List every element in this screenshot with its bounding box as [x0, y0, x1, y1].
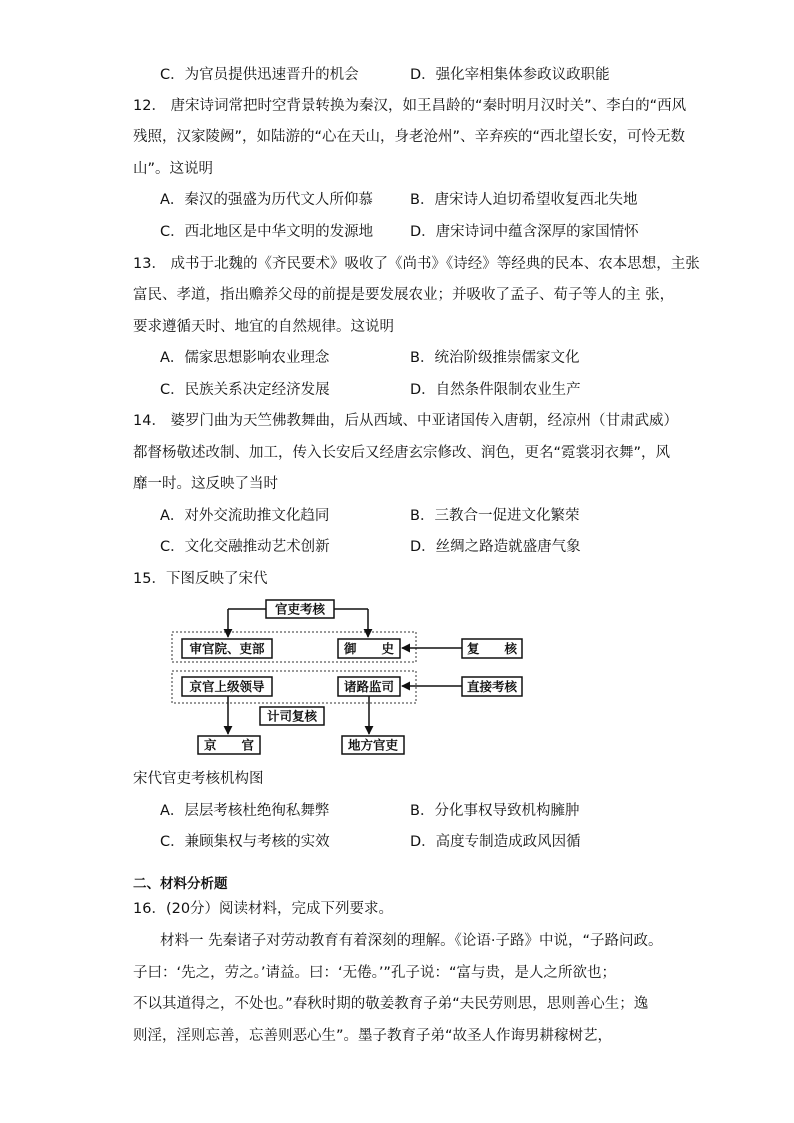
q15-option-a: A．层层考核杜绝徇私舞弊 — [160, 803, 330, 819]
q13-option-c: C．民族关系决定经济发展 — [160, 382, 330, 398]
box-jingguan-leader-label: 京官上级领导 — [189, 679, 265, 694]
box-zhijie-label: 直接考核 — [466, 679, 518, 694]
box-shenguan-label: 审官院、吏部 — [189, 641, 265, 656]
q15-stem: 15．下图反映了宋代 — [133, 571, 268, 587]
q15-option-d: D．高度专制造成政风因循 — [410, 834, 581, 850]
q14-stem-line-1: 14． 婆罗门曲为天竺佛教舞曲，后从西域、中亚诸国传入唐朝，经凉州（甘肃武威） — [133, 413, 679, 429]
q14-option-c: C．文化交融推动艺术创新 — [160, 539, 330, 555]
q13-option-a: A．儒家思想影响农业理念 — [160, 350, 330, 366]
q15-option-c: C．兼顾集权与考核的实效 — [160, 834, 330, 850]
box-fuhe-label: 复 核 — [466, 641, 518, 656]
q12-stem-line-1: 12． 唐宋诗词常把时空背景转换为秦汉，如王昌龄的“秦时明月汉时关”、李白的“西风 — [133, 98, 687, 114]
box-official-assessment-label: 官吏考核 — [274, 601, 326, 617]
material-1-line-1: 材料一 先秦诸子对劳动教育有着深刻的理解。《论语·子路》中说，“子路问政。 — [160, 933, 663, 949]
q14-option-b: B．三教合一促进文化繁荣 — [410, 508, 580, 524]
q15-diagram-caption: 宋代官吏考核机构图 — [133, 771, 264, 787]
material-1-line-3: 不以其道得之，不处也。”春秋时期的敬姜教育子弟“夫民劳则思，思则善心生；逸 — [133, 996, 649, 1012]
q11-option-c: C．为官员提供迅速晋升的机会 — [160, 67, 359, 83]
q13-stem-line-1: 13． 成书于北魏的《齐民要术》吸收了《尚书》《诗经》等经典的民本、农本思想，主张 — [133, 256, 700, 272]
q13-stem-line-2: 富民、孝道，指出赡养父母的前提是要发展农业；并吸收了孟子、荀子等人的主 张， — [133, 287, 675, 303]
box-jisi-label: 计司复核 — [266, 708, 318, 724]
box-difang-label: 地方官吏 — [347, 737, 399, 753]
q14-stem-line-2: 都督杨敬述改制、加工，传入长安后又经唐玄宗修改、润色，更名“霓裳羽衣舞”，风 — [133, 445, 671, 461]
q13-option-d: D．自然条件限制农业生产 — [410, 382, 581, 398]
section-2-heading: 二、材料分析题 — [133, 876, 228, 892]
box-jingguan-label: 京 官 — [203, 737, 255, 753]
q14-option-d: D．丝绸之路造就盛唐气象 — [410, 539, 581, 555]
material-1-line-4: 则淫，淫则忘善，忘善则恶心生”。墨子教育子弟“故圣人作诲男耕稼树艺， — [133, 1028, 613, 1044]
q14-option-a: A．对外交流助推文化趋同 — [160, 508, 330, 524]
q13-stem-line-3: 要求遵循天时、地宜的自然规律。这说明 — [133, 319, 394, 335]
song-official-assessment-diagram — [170, 598, 530, 756]
q13-option-b: B．统治阶级推崇儒家文化 — [410, 350, 580, 366]
q12-option-c: C．西北地区是中华文明的发源地 — [160, 224, 374, 240]
q12-option-b: B．唐宋诗人迫切希望收复西北失地 — [410, 192, 638, 208]
q14-stem-line-3: 靡一时。这反映了当时 — [133, 476, 278, 492]
q16-stem: 16．(20分）阅读材料，完成下列要求。 — [133, 901, 394, 917]
q12-option-a: A．秦汉的强盛为历代文人所仰慕 — [160, 192, 373, 208]
box-yushi-label: 御 史 — [343, 641, 395, 656]
q12-stem-line-2: 残照，汉家陵阙”，如陆游的“心在天山，身老沧州”、辛弃疾的“西北望长安，可怜无数 — [133, 129, 686, 145]
q12-stem-line-3: 山”。这说明 — [133, 161, 214, 177]
material-1-line-2: 子曰：‘先之，劳之。’请益。曰：‘无倦。’”孔子说：“富与贵，是人之所欲也； — [133, 965, 616, 981]
box-zhulu-label: 诸路监司 — [343, 679, 395, 694]
q11-option-d: D．强化宰相集体参政议政职能 — [410, 67, 610, 83]
q12-option-d: D．唐宋诗词中蕴含深厚的家国情怀 — [410, 224, 639, 240]
q15-option-b: B．分化事权导致机构臃肿 — [410, 803, 580, 819]
